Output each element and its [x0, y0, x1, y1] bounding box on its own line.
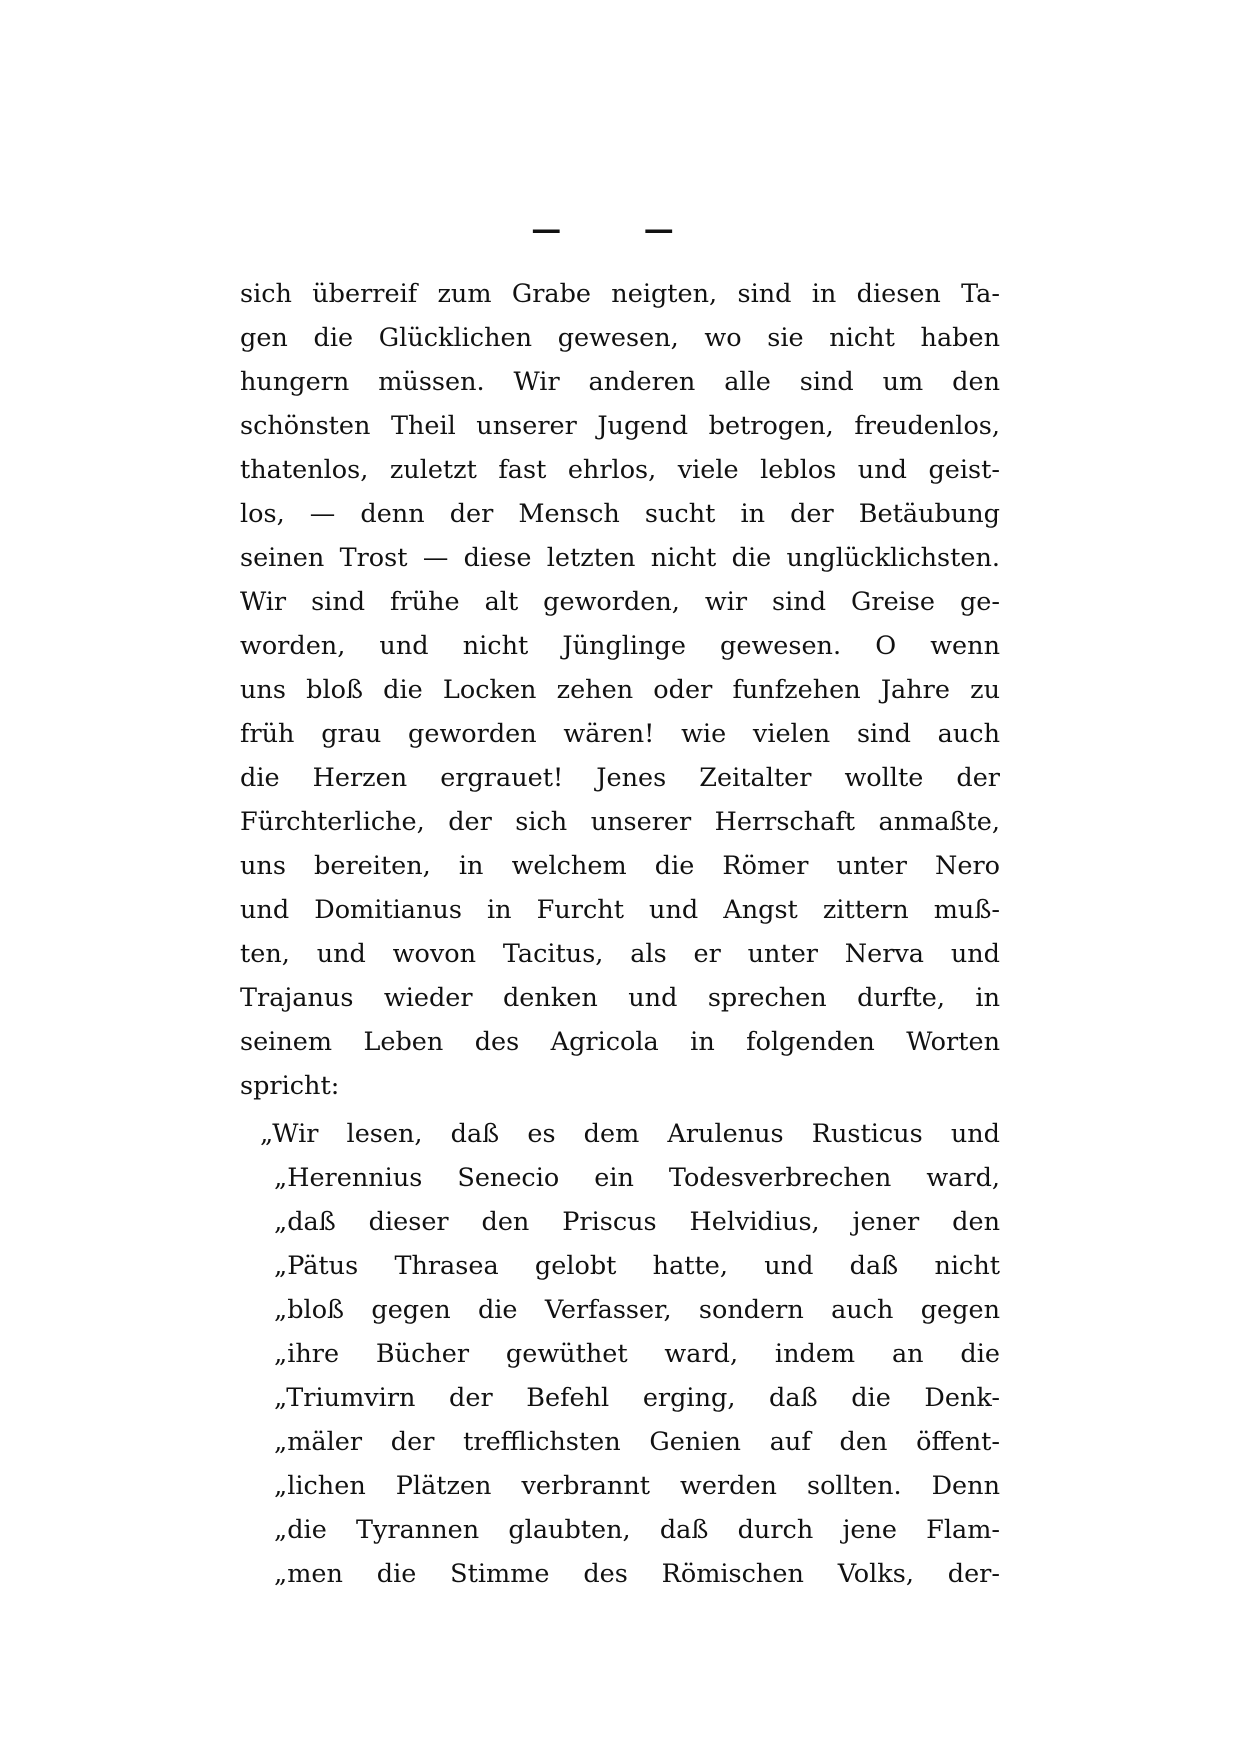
quote-line: „Herennius Senecio ein Todesverbrechen ward,	[274, 1163, 1000, 1193]
body-text	[240, 272, 1000, 1596]
quote-line: „lichen Plätzen verbrannt werden sollten. Denn	[274, 1471, 1000, 1501]
quote-line: „ihre Bücher gewüthet ward, indem an die	[274, 1339, 1000, 1369]
text-line: und Domitianus in Furcht und Angst zittern muß-	[240, 895, 1000, 925]
text-line: uns bloß die Locken zehen oder funfzehen Jahre zu	[240, 675, 1000, 705]
text-line: hungern müssen. Wir anderen alle sind um den	[240, 367, 1000, 397]
text-line: gen die Glücklichen gewesen, wo sie nicht haben	[240, 323, 1000, 353]
quote-line: „Triumvirn der Befehl erging, daß die Denk-	[274, 1383, 1000, 1413]
block-quote	[240, 1112, 1000, 1596]
text-line: Trajanus wieder denken und sprechen durfte, in	[240, 983, 1000, 1013]
running-head: — —	[531, 212, 710, 247]
text-line: worden, und nicht Jünglinge gewesen. O wenn	[240, 631, 1000, 661]
text-line: seinem Leben des Agricola in folgenden Worten	[240, 1027, 1000, 1057]
quote-line: „men die Stimme des Römischen Volks, der-	[274, 1559, 1000, 1589]
text-line: schönsten Theil unserer Jugend betrogen, freudenlos,	[240, 411, 1000, 441]
quote-line: „mäler der trefflichsten Genien auf den öffent-	[274, 1427, 1000, 1457]
quote-line: „Pätus Thrasea gelobt hatte, und daß nicht	[274, 1251, 1000, 1281]
text-line: thatenlos, zuletzt fast ehrlos, viele leblos und geist-	[240, 455, 1000, 485]
quote-line: „die Tyrannen glaubten, daß durch jene Flam-	[274, 1515, 1000, 1545]
quote-line: „bloß gegen die Verfasser, sondern auch gegen	[274, 1295, 1000, 1325]
paragraph	[240, 272, 1000, 1108]
quote-line: „daß dieser den Priscus Helvidius, jener den	[274, 1207, 1000, 1237]
text-line: die Herzen ergrauet! Jenes Zeitalter wollte der	[240, 763, 1000, 793]
quote-line: „Wir lesen, daß es dem Arulenus Rusticus und	[260, 1119, 1000, 1149]
text-line: Fürchterliche, der sich unserer Herrschaft anmaßte,	[240, 807, 1000, 837]
text-line: seinen Trost — diese letzten nicht die unglücklichsten.	[240, 543, 1000, 573]
text-line: ten, und wovon Tacitus, als er unter Nerva und	[240, 939, 1000, 969]
text-line: Wir sind frühe alt geworden, wir sind Greise ge-	[240, 587, 1000, 617]
text-line: früh grau geworden wären! wie vielen sind auch	[240, 719, 1000, 749]
text-line: uns bereiten, in welchem die Römer unter Nero	[240, 851, 1000, 881]
text-line: sich überreif zum Grabe neigten, sind in diesen Ta-	[240, 279, 1000, 309]
text-line: spricht:	[240, 1071, 340, 1101]
text-line: los, — denn der Mensch sucht in der Betäubung	[240, 499, 1000, 529]
